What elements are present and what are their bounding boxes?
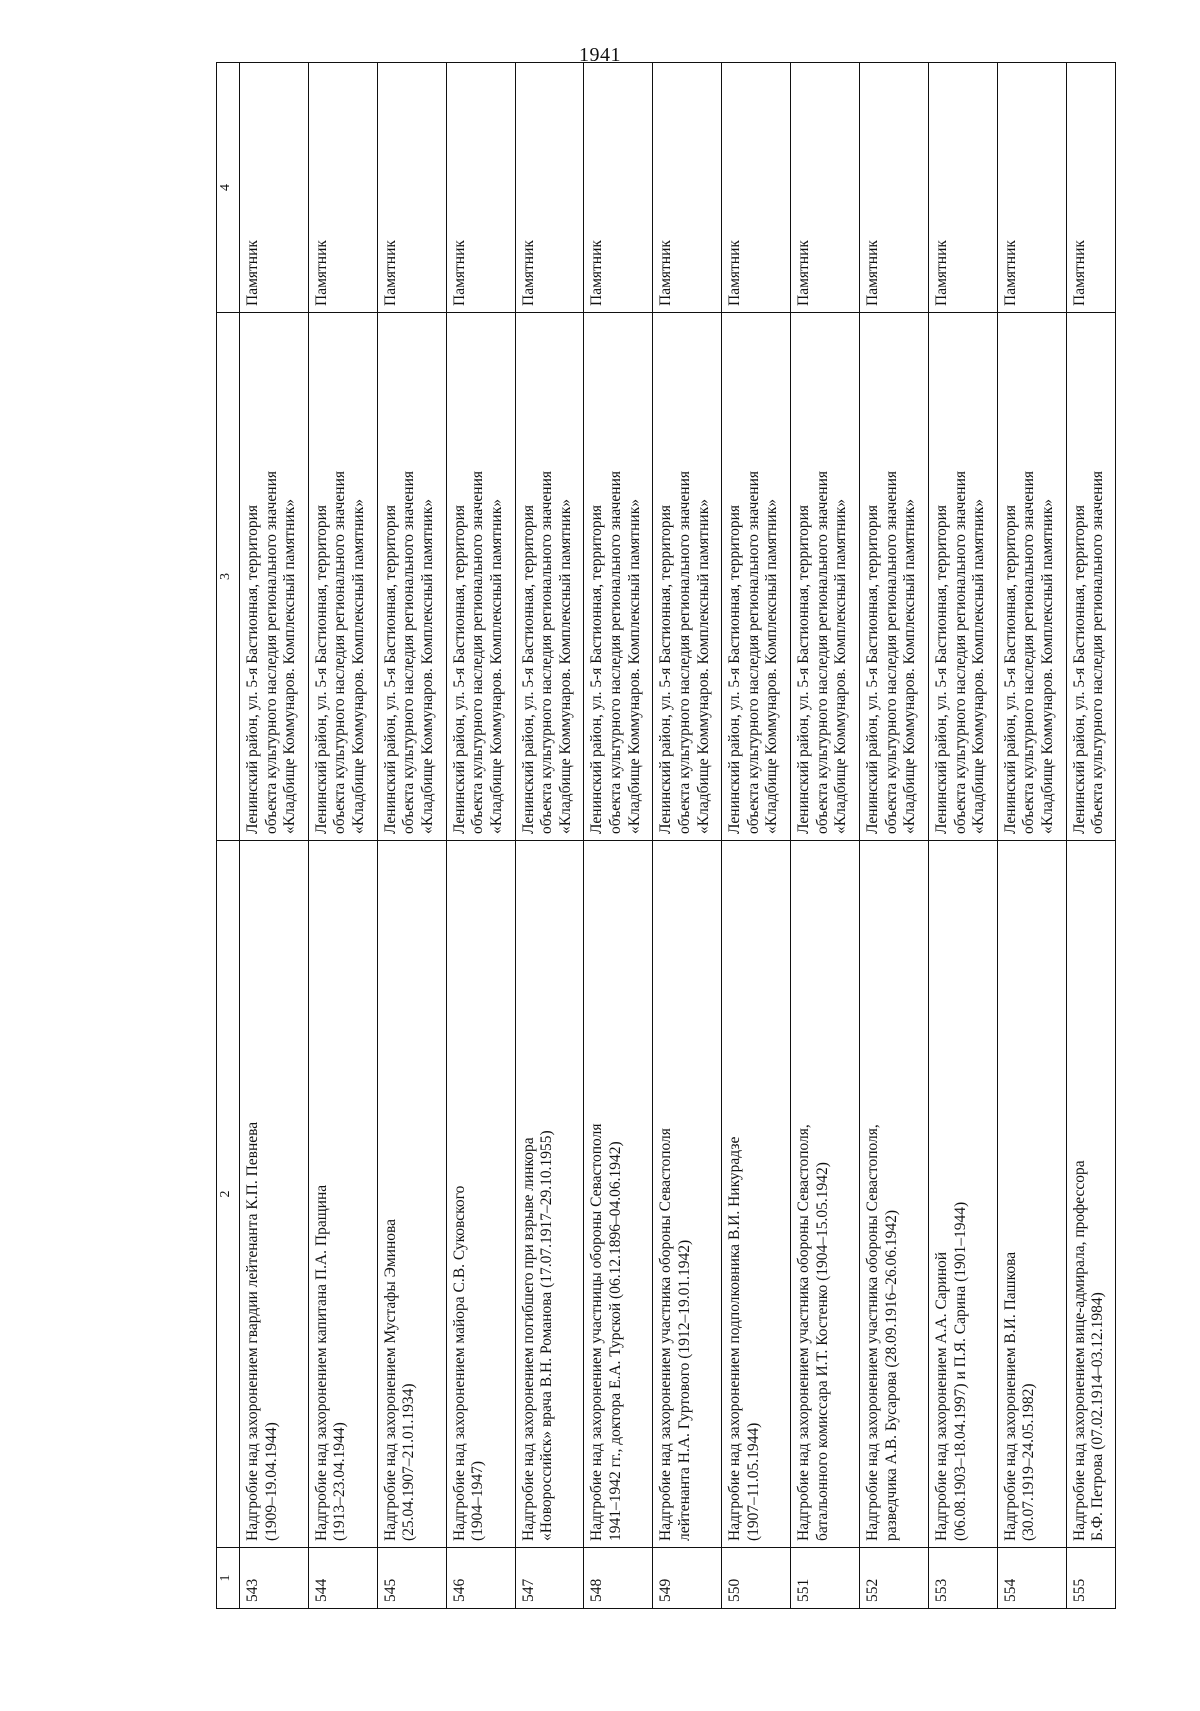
page-number: 1941 xyxy=(579,44,621,66)
table-row xyxy=(928,63,997,1609)
location-line: Ленинский район, ул. 5-я Бастионная, территория xyxy=(864,504,882,834)
object-name-line: (1909–19.04.1944) xyxy=(262,1422,280,1541)
object-type-cell: Памятник xyxy=(377,63,446,313)
location-line: «Кладбище Коммунаров. Комплексный памятник» xyxy=(556,499,574,834)
location-line: объекта культурного наследия регионального значения xyxy=(675,470,693,834)
object-name-cell xyxy=(515,841,584,1548)
object-name-line: разведчика А.В. Бусарова (28.09.1916–26.06.1942) xyxy=(882,1210,900,1541)
table-row xyxy=(377,63,446,1609)
row-number: 547 xyxy=(515,1548,584,1609)
object-type-cell: Памятник xyxy=(584,63,653,313)
header-row xyxy=(217,63,240,1609)
object-name-line: (30.07.1919–24.05.1982) xyxy=(1020,1383,1038,1541)
row-number: 543 xyxy=(240,1548,309,1609)
object-type-cell: Памятник xyxy=(446,63,515,313)
object-type-cell: Памятник xyxy=(722,63,791,313)
location-line: объекта культурного наследия регионального значения xyxy=(262,470,280,834)
location-cell xyxy=(377,313,446,841)
location-line: объекта культурного наследия регионального значения xyxy=(607,470,625,834)
location-line: Ленинский район, ул. 5-я Бастионная, территория xyxy=(244,504,261,834)
location-line: объекта культурного наследия регионального значения xyxy=(951,470,969,834)
location-cell xyxy=(584,313,653,841)
row-number: 553 xyxy=(928,1548,997,1609)
object-name-line: Надгробие над захоронением участника обороны Севастополя, xyxy=(795,1124,813,1541)
location-line: Ленинский район, ул. 5-я Бастионная, территория xyxy=(519,504,537,834)
location-line: Ленинский район, ул. 5-я Бастионная, территория xyxy=(312,504,330,834)
object-name-cell xyxy=(860,841,929,1548)
object-name-line: Надгробие над захоронением Мустафы Эминова xyxy=(381,1218,399,1541)
location-line: «Кладбище Коммунаров. Комплексный памятник» xyxy=(1038,499,1056,834)
location-line: Ленинский район, ул. 5-я Бастионная, территория xyxy=(381,504,399,834)
location-cell xyxy=(240,313,309,841)
object-type-cell: Памятник xyxy=(860,63,929,313)
object-name-line: Надгробие над захоронением участника обороны Севастополя xyxy=(657,1128,675,1541)
object-type-cell: Памятник xyxy=(928,63,997,313)
location-line: «Кладбище Коммунаров. Комплексный памятник» xyxy=(763,499,781,834)
object-name-line: Надгробие над захоронением подполковника В.И. Никурадзе xyxy=(726,1136,744,1541)
row-number: 555 xyxy=(1066,1548,1115,1609)
table-row xyxy=(997,63,1066,1609)
object-name-cell xyxy=(791,841,860,1548)
location-line: Ленинский район, ул. 5-я Бастионная, территория xyxy=(1001,504,1019,834)
object-name-line: (25.04.1907–21.01.1934) xyxy=(400,1383,418,1541)
object-type-cell: Памятник xyxy=(240,63,309,313)
location-line: «Кладбище Коммунаров. Комплексный памятник» xyxy=(625,499,643,834)
object-name-line: Надгробие над захоронением участницы обороны Севастополя xyxy=(588,1123,606,1541)
location-cell xyxy=(446,313,515,841)
location-line: Ленинский район, ул. 5-я Бастионная, территория xyxy=(450,504,468,834)
table-row xyxy=(860,63,929,1609)
header-col-1: 1 xyxy=(217,1548,240,1609)
location-line: Ленинский район, ул. 5-я Бастионная, территория xyxy=(588,504,606,834)
object-type-cell: Памятник xyxy=(308,63,377,313)
location-line: объекта культурного наследия регионального значения xyxy=(331,470,349,834)
table-row xyxy=(515,63,584,1609)
header-col-3: 3 xyxy=(217,313,240,841)
row-number: 549 xyxy=(653,1548,722,1609)
row-number: 551 xyxy=(791,1548,860,1609)
object-name-cell xyxy=(240,841,309,1548)
row-number: 554 xyxy=(997,1548,1066,1609)
location-line: «Кладбище Коммунаров. Комплексный памятник» xyxy=(970,499,988,834)
object-name-line: Б.Ф. Петрова (07.02.1914–03.12.1984) xyxy=(1089,1292,1107,1541)
location-line: «Кладбище Коммунаров. Комплексный памятник» xyxy=(350,499,368,834)
location-cell xyxy=(1066,313,1115,841)
table-row xyxy=(791,63,860,1609)
object-name-line: батальонного комиссара И.Т. Костенко (1904–15.05.1942) xyxy=(813,1162,831,1541)
table-row xyxy=(308,63,377,1609)
table-row xyxy=(584,63,653,1609)
row-number: 544 xyxy=(308,1548,377,1609)
table-row xyxy=(1066,63,1115,1609)
table-header xyxy=(217,63,240,1609)
location-line: объекта культурного наследия регионального значения xyxy=(538,470,556,834)
location-line: объекта культурного наследия регионального значения xyxy=(400,470,418,834)
object-name-cell xyxy=(584,841,653,1548)
location-cell xyxy=(515,313,584,841)
row-number: 552 xyxy=(860,1548,929,1609)
location-line: объекта культурного наследия регионального значения xyxy=(1020,470,1038,834)
table-row xyxy=(722,63,791,1609)
location-line: Ленинский район, ул. 5-я Бастионная, территория xyxy=(657,504,675,834)
header-col-4: 4 xyxy=(217,63,240,313)
table-row xyxy=(240,63,309,1609)
object-name-cell xyxy=(722,841,791,1548)
header-col-2: 2 xyxy=(217,841,240,1548)
heritage-registry-table xyxy=(216,62,1116,1609)
location-cell xyxy=(722,313,791,841)
object-name-line: Надгробие над захоронением капитана П.А. Пращина xyxy=(312,1184,330,1541)
location-cell xyxy=(653,313,722,841)
object-name-line: Надгробие над захоронением А.А. Сариной xyxy=(932,1251,950,1541)
location-cell xyxy=(791,313,860,841)
object-type-cell: Памятник xyxy=(997,63,1066,313)
object-name-cell xyxy=(928,841,997,1548)
object-name-cell xyxy=(653,841,722,1548)
object-name-cell xyxy=(997,841,1066,1548)
location-line: объекта культурного наследия регионального значения xyxy=(813,470,831,834)
object-name-cell xyxy=(1066,841,1115,1548)
location-line: объекта культурного наследия регионального значения xyxy=(744,470,762,834)
object-name-line: лейтенанта Н.А. Гуртового (1912–19.01.1942) xyxy=(675,1239,693,1541)
location-line: «Кладбище Коммунаров. Комплексный памятник» xyxy=(281,499,299,834)
object-type-cell: Памятник xyxy=(1066,63,1115,313)
object-name-line: Надгробие над захоронением участника обороны Севастополя, xyxy=(864,1124,882,1541)
object-name-cell xyxy=(308,841,377,1548)
row-number: 548 xyxy=(584,1548,653,1609)
table-row xyxy=(446,63,515,1609)
location-line: Ленинский район, ул. 5-я Бастионная, территория xyxy=(726,504,744,834)
table-row xyxy=(653,63,722,1609)
object-name-line: (1913–23.04.1944) xyxy=(331,1422,349,1541)
object-name-line: (1907–11.05.1944) xyxy=(744,1422,762,1541)
object-name-line: «Новороссийск» врача В.Н. Романова (17.07.1917–29.10.1955) xyxy=(538,1130,556,1541)
object-name-line: Надгробие над захоронением гвардии лейтенанта К.П. Певнева xyxy=(244,1121,261,1541)
location-line: Ленинский район, ул. 5-я Бастионная, территория xyxy=(1070,504,1088,834)
object-type-cell: Памятник xyxy=(653,63,722,313)
row-number: 546 xyxy=(446,1548,515,1609)
location-line: объекта культурного наследия регионального значения xyxy=(882,470,900,834)
object-name-cell xyxy=(377,841,446,1548)
location-line: «Кладбище Коммунаров. Комплексный памятник» xyxy=(487,499,505,834)
location-line: Ленинский район, ул. 5-я Бастионная, территория xyxy=(795,504,813,834)
object-name-line: Надгробие над захоронением майора С.В. Суковского xyxy=(450,1185,468,1541)
row-number: 550 xyxy=(722,1548,791,1609)
location-line: «Кладбище Коммунаров. Комплексный памятник» xyxy=(832,499,850,834)
object-name-line: 1941–1942 гг., доктора Е.А. Турской (06.12.1896–04.06.1942) xyxy=(607,1141,625,1541)
object-name-line: (1904–1947) xyxy=(469,1460,487,1541)
row-number: 545 xyxy=(377,1548,446,1609)
rotated-table-container xyxy=(216,99,1116,1609)
object-type-cell: Памятник xyxy=(791,63,860,313)
location-line: Ленинский район, ул. 5-я Бастионная, территория xyxy=(932,504,950,834)
object-name-line: (06.08.1903–18.04.1997) и П.Я. Сарина (1901–1944) xyxy=(951,1201,969,1541)
location-line: «Кладбище Коммунаров. Комплексный памятник» xyxy=(901,499,919,834)
location-cell xyxy=(997,313,1066,841)
location-cell xyxy=(928,313,997,841)
object-name-line: Надгробие над захоронением вице-адмирала, профессора xyxy=(1070,1160,1088,1541)
object-type-cell: Памятник xyxy=(515,63,584,313)
location-line: «Кладбище Коммунаров. Комплексный памятник» xyxy=(418,499,436,834)
table-body xyxy=(240,63,1116,1609)
object-name-line: Надгробие над захоронением погибшего при взрыве линкора xyxy=(519,1137,537,1541)
location-cell xyxy=(308,313,377,841)
location-line: объекта культурного наследия регионального значения xyxy=(1089,470,1107,834)
location-cell xyxy=(860,313,929,841)
location-line: объекта культурного наследия регионального значения xyxy=(469,470,487,834)
object-name-line: Надгробие над захоронением В.И. Пашкова xyxy=(1001,1251,1019,1541)
object-name-cell xyxy=(446,841,515,1548)
location-line: «Кладбище Коммунаров. Комплексный памятник» xyxy=(694,499,712,834)
